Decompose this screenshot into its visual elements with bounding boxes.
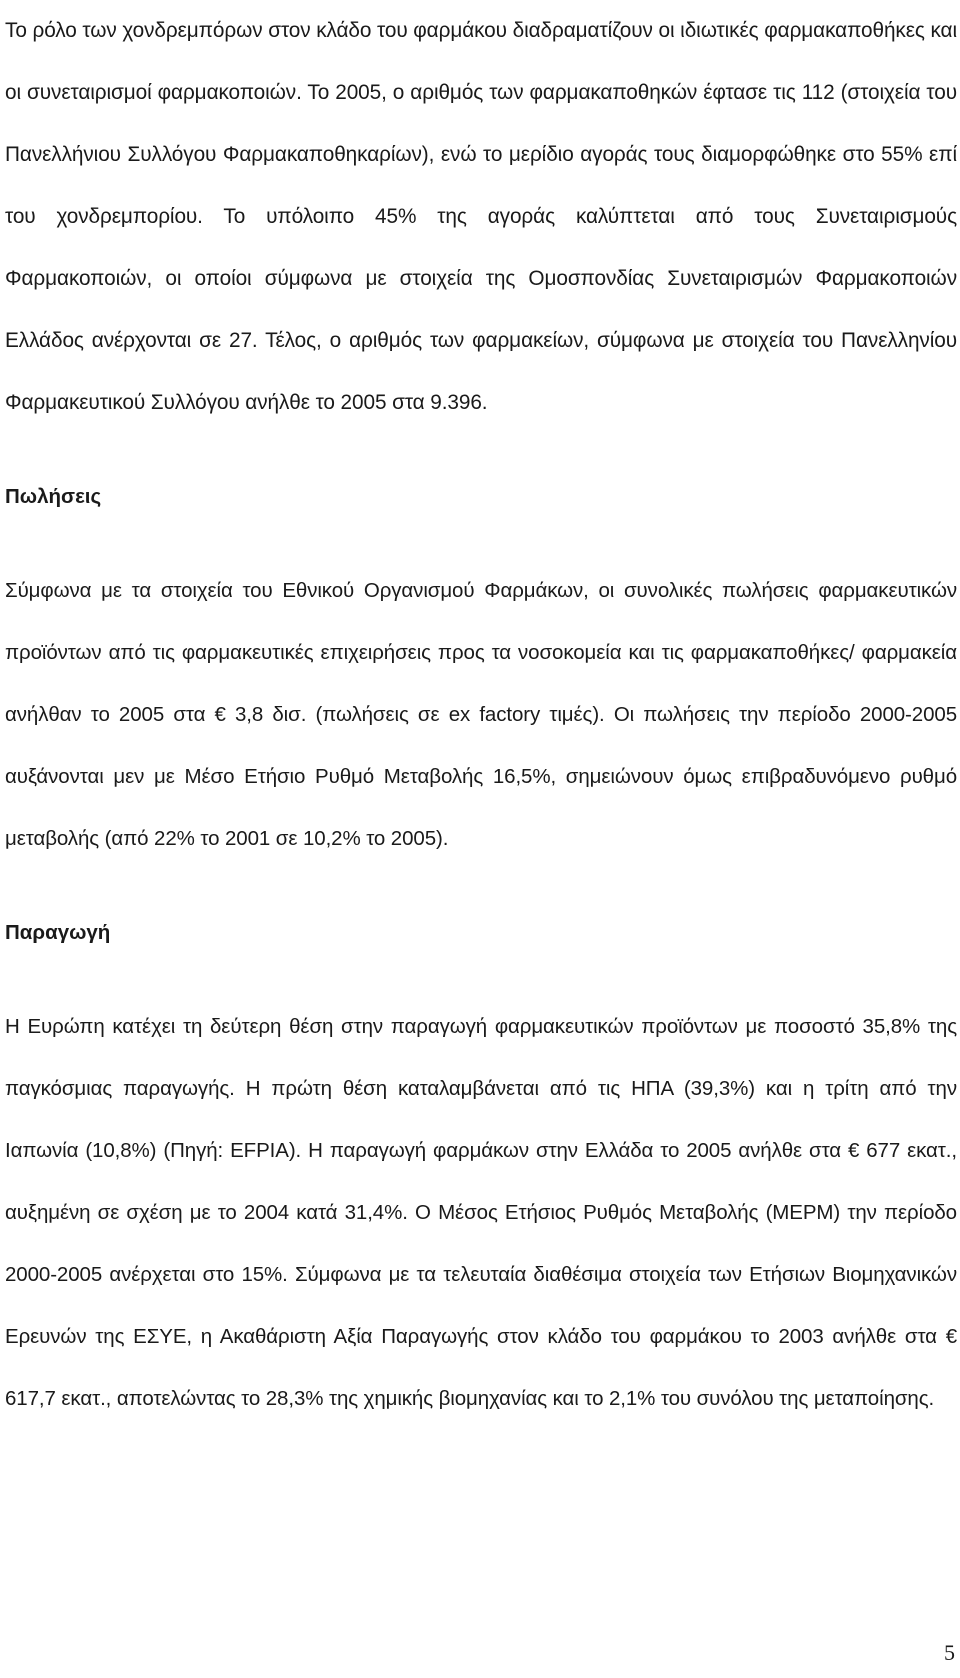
page-number: 5 bbox=[944, 1640, 955, 1665]
sales-heading: Πωλήσεις bbox=[5, 485, 102, 508]
page-content bbox=[5, 0, 957, 1430]
paragraph-spacer bbox=[5, 528, 957, 560]
wholesale-paragraph: Το ρόλο των χονδρεμπόρων στον κλάδο του φαρμάκου διαδραματίζουν οι ιδιωτικές φαρμακαποθήκες και οι συνεταιρισμοί φαρμακοποιών. Το 2005, ο αριθμός των φαρμακαποθηκών έφτασε τις 112 (στοιχεία του Πανελλήνιου Συλλόγου Φαρμακαποθηκαρίων), ενώ το μερίδιο αγοράς τους διαμορφώθηκε στο 55% επί του χονδρεμπορίου. Το υπόλοιπο 45% της αγοράς καλύπτεται από τους Συνεταιρισμούς Φαρμακοποιών, οι οποίοι σύμφωνα με στοιχεία της Ομοσπονδίας Συνεταιρισμών Φαρμακοποιών Ελλάδος ανέρχονται σε 27. Τέλος, ο αριθμός των φαρμακείων, σύμφωνα με στοιχεία του Πανελληνίου Φαρμακευτικού Συλλόγου ανήλθε το 2005 στα 9.396. bbox=[5, 19, 957, 414]
paragraph-spacer bbox=[5, 434, 957, 466]
paragraph-spacer bbox=[5, 870, 957, 902]
paragraph-spacer bbox=[5, 964, 957, 996]
production-paragraph: Η Ευρώπη κατέχει τη δεύτερη θέση στην παραγωγή φαρμακευτικών προϊόντων με ποσοστό 35,8% της παγκόσμιας παραγωγής. Η πρώτη θέση καταλαμβάνεται από τις ΗΠΑ (39,3%) και η τρίτη από την Ιαπωνία (10,8%) (Πηγή: EFPIA). Η παραγωγή φαρμάκων στην Ελλάδα το 2005 ανήλθε στα € 677 εκατ., αυξημένη σε σχέση με το 2004 κατά 31,4%. Ο Μέσος Ετήσιος Ρυθμός Μεταβολής (ΜΕΡΜ) την περίοδο 2000-2005 ανέρχεται στο 15%. Σύμφωνα με τα τελευταία διαθέσιμα στοιχεία των Ετήσιων Βιομηχανικών Ερευνών της ΕΣΥΕ, η Ακαθάριστη Αξία Παραγωγής στον κλάδο του φαρμάκου το 2003 ανήλθε στα € 617,7 εκατ., αποτελώντας το 28,3% της χημικής βιομηχανίας και το 2,1% του συνόλου της μεταποίησης. bbox=[5, 1015, 957, 1410]
production-heading: Παραγωγή bbox=[5, 921, 111, 944]
sales-paragraph: Σύμφωνα με τα στοιχεία του Εθνικού Οργανισμού Φαρμάκων, οι συνολικές πωλήσεις φαρμακευτικών προϊόντων από τις φαρμακευτικές επιχειρήσεις προς τα νοσοκομεία και τις φαρμακαποθήκες/ φαρμακεία ανήλθαν το 2005 στα € 3,8 δισ. (πωλήσεις σε ex factory τιμές). Οι πωλήσεις την περίοδο 2000-2005 αυξάνονται μεν με Μέσο Ετήσιο Ρυθμό Μεταβολής 16,5%, σημειώνουν όμως επιβραδυνόμενο ρυθμό μεταβολής (από 22% το 2001 σε 10,2% το 2005). bbox=[5, 579, 957, 850]
